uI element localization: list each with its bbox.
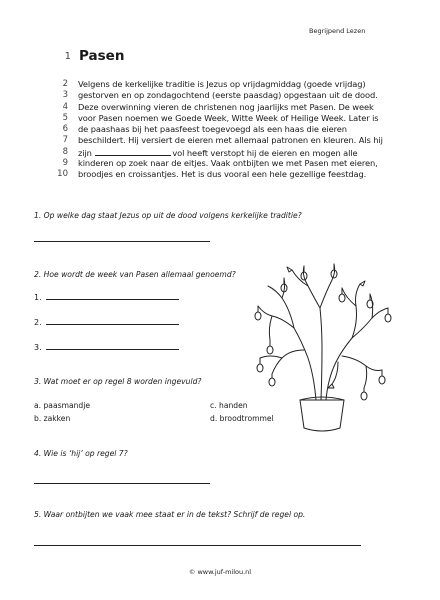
line-text: broodjes en croissantjes. Het is dus vooral een hele gezellige feestdag.: [78, 169, 367, 180]
answer-line[interactable]: [46, 318, 179, 325]
page-title: Pasen: [79, 48, 125, 64]
line-number: 3: [62, 90, 68, 101]
line-number: 4: [62, 101, 68, 112]
easter-tree-illustration: [242, 258, 402, 434]
answer-number: 3.: [34, 343, 42, 352]
answer-line-5[interactable]: [34, 545, 361, 546]
line-text: gestorven en op zondagochtend (eerste paasdag) opgestaan uit de dood.: [78, 90, 378, 101]
line-text: Velgens de kerkelijke traditie is Jezus op vrijdagmiddag (goede vrijdag): [78, 79, 366, 89]
answer-row-2-2: [34, 318, 179, 327]
line-number: 10: [57, 169, 68, 180]
line-number: 5: [62, 112, 68, 123]
answer-row-2-3: [34, 343, 179, 352]
line-text: beschildert. Hij versiert de eieren met allemaal patronen en kleuren. Als hij: [78, 135, 383, 146]
line-number: 8: [62, 146, 68, 157]
line-text: voor Pasen noemen we Goede Week, Witte Week of Heilige Week. Later is: [78, 112, 379, 123]
fill-in-blank: [95, 147, 171, 156]
line-number: 9: [62, 158, 68, 169]
line-text-before-blank: zijn: [78, 147, 92, 158]
answer-line[interactable]: [46, 343, 179, 350]
line-number: 7: [62, 135, 68, 146]
subject-header: Begrijpend Lezen: [309, 27, 366, 35]
answer-line-4[interactable]: [34, 483, 210, 484]
question-2: 2. Hoe wordt de week van Pasen allemaal genoemd?: [34, 270, 236, 279]
option-b[interactable]: b. zakken: [34, 414, 71, 423]
question-3: 3. Wat moet er op regel 8 worden ingevuld?: [34, 377, 202, 386]
answer-line-1[interactable]: [34, 241, 210, 242]
question-5: 5. Waar ontbijten we vaak mee staat er in de tekst? Schrijf de regel op.: [34, 510, 306, 519]
line-text-after-blank: vol heeft verstopt hij de eieren en mogen alle: [172, 147, 358, 158]
option-a[interactable]: a. paasmandje: [34, 401, 91, 410]
line-text: de paashaas bij het paasfeest toegevoegd als een haas die eieren: [78, 124, 347, 135]
answer-number: 2.: [34, 318, 42, 327]
option-d[interactable]: d. broodtrommel: [210, 414, 274, 423]
line-text: Deze overwinning vieren de christenen nog jaarlijks met Pasen. De week: [78, 101, 374, 112]
option-c[interactable]: c. handen: [210, 401, 248, 410]
line-number: 2: [62, 79, 68, 89]
footer-credit: © www.juf-milou.nl: [188, 568, 252, 576]
title-line-number: 1: [64, 51, 71, 62]
answer-number: 1.: [34, 293, 42, 302]
question-4: 4. Wie is ‘hij’ op regel 7?: [34, 449, 128, 458]
line-number: 6: [62, 124, 68, 135]
answer-line[interactable]: [46, 293, 179, 300]
answer-row-2-1: [34, 293, 179, 302]
question-1: 1. Op welke dag staat Jezus op uit de dood volgens kerkelijke traditie?: [34, 211, 302, 220]
line-text: kinderen op zoek naar de eitjes. Vaak ontbijten we met Pasen met eieren,: [78, 158, 378, 169]
